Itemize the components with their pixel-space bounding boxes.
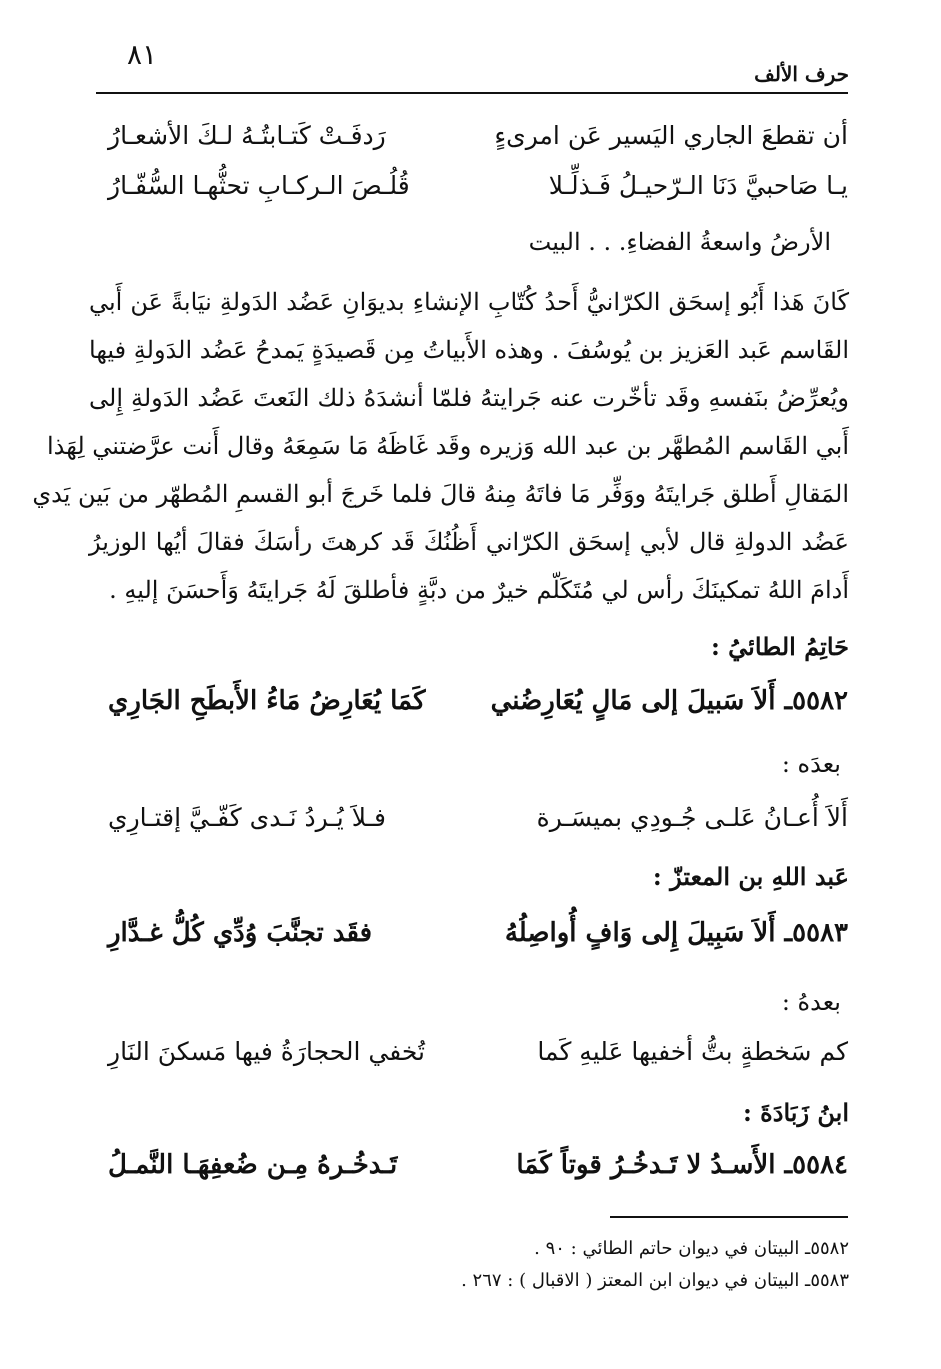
verse-second-hemistich: كَمَا يُعَارِضُ مَاءُ الأَبطَحِ الجَارِي [108, 686, 426, 716]
following-verse [108, 792, 848, 842]
verse-first-hemistich: كم سَخطةٍ بتُّ أخفيها عَليهِ كَما [537, 1036, 848, 1066]
verse-number: ٥٥٨٢ـ [784, 686, 848, 716]
footnote: ٥٥٨٢ـ البيتان في ديوان حاتم الطائي : ٩٠ . [534, 1238, 849, 1259]
numbered-verse-5582 [108, 676, 848, 726]
after-label: بعدهُ : [781, 988, 841, 1016]
poet-name: حَاتِمُ الطائيُ : [710, 632, 849, 661]
poet-name: ابنُ زَبَادَةَ : [742, 1098, 849, 1127]
verse-second-hemistich: فقَد تجنَّبَ وُدِّي كُلُّ غـدَّارِ [108, 918, 373, 948]
following-verse [108, 1026, 848, 1076]
verse-first-hemistich: ٥٥٨٣ـ أَلاَ سَبِيلَ إِلى وَافٍ أُواصِلُهُ [504, 918, 848, 948]
narrative-line: أَدامَ اللهُ تمكينَكَ رأس لي مُتَكَلّم خيرٌ من دبَّةٍ فأطلقَ لَهُ جَرايتَهُ وَأَحسَنَ إليهِ . [109, 576, 849, 604]
opening-verse-2 [108, 160, 848, 210]
verse-first-hemistich: ٥٥٨٢ـ أَلاَ سَبيلَ إلى مَالٍ يُعَارِضُني [490, 686, 848, 716]
page-number: ٨١ [126, 38, 158, 71]
verse-first-hemistich: يـا صَاحبيَّ دَنَا الـرّحيـلُ فَـذلِّـلا [548, 170, 848, 200]
narrative-line: ويُعرِّضُ بنَفسهِ وقَد تأخّرت عنه جَرايتهُ فلمّا أنشدَهُ ذلك النَعتَ عَضُد الدَولةِ إِلى [89, 384, 849, 412]
verse-number: ٥٥٨٣ـ [784, 918, 848, 948]
numbered-verse-5584 [108, 1140, 848, 1190]
narrative-line: القَاسم عَبد العَزيز بن يُوسُفَ . وهذه الأَبياتُ مِن قَصيدَةٍ يَمدحُ عَضُد الدَولةِ فيها [89, 336, 849, 364]
footnote: ٥٥٨٣ـ البيتان في ديوان ابن المعتز ( الاقبال ) : ٢٦٧ . [461, 1270, 849, 1291]
footnote-rule [610, 1216, 848, 1218]
opening-verse-1 [108, 110, 848, 160]
verse-first-hemistich: ٥٥٨٤ـ الأَسـدُ لا تَـدخُـرُ قوتاً كَمَا [516, 1150, 848, 1180]
verse-second-hemistich: تَـدخُـرهُ مِـن ضُعفِهَـا النَّمـلُ [108, 1150, 398, 1180]
verse-second-hemistich: تُخفي الحجارَةُ فيها مَسكنَ النَارِ [108, 1036, 425, 1066]
narrative-line: كَانَ هَذا أَبُو إسحَق الكرّانيُّ أَحدُ كُتّابِ الإنشاءِ بديوَانِ عَضُد الدَولةِ نيَابةً عَن أَبي [89, 288, 849, 316]
verse-number: ٥٥٨٤ـ [784, 1150, 848, 1180]
running-head: حرف الألف [754, 62, 849, 86]
poet-name: عَبد اللهِ بن المعتزّ : [652, 862, 849, 891]
verse-second-hemistich: قُلُـصَ الـركـابِ تحثُّهـا السُّفّـارُ [108, 170, 410, 200]
verse-second-hemistich: رَدفَـتْ كَتـابتُـهُ لـكَ الأشعـارُ [108, 120, 386, 150]
verse-second-hemistich: فـلاَ يُـردُ نَـدى كَفّـيَّ إقتـارِي [108, 802, 386, 832]
verse-first-hemistich: أَلاَ أُعـانُ عَلـى جُـودِي بميسَـرة [536, 802, 848, 832]
narrative-line: المَقالِ أَطلق جَرايتَهُ ووَفِّر مَا فاتَهُ مِنهُ قالَ فلما خَرجَ أبو القسمِ المُطهّر من بَين يَدي [32, 480, 849, 508]
narrative-line: أَبي القَاسم المُطهَّر بن عبد الله وَزيره وقَد غَاظَهُ مَا سَمِعَهُ وقال أَنت عرَّضتني لِهَذا [47, 432, 849, 460]
narrative-line: عَضُد الدولةِ قال لأبي إسحَق الكرّاني أَظُنُكَ قَد كرهتَ رأسَكَ فقالَ أيُها الوزيرُ [89, 528, 849, 556]
header-rule [96, 92, 848, 94]
after-label: بعدَه : [781, 750, 841, 778]
verse-first-hemistich: أن تقطعَ الجاري اليَسير عَن امرىءٍ [494, 120, 848, 150]
numbered-verse-5583 [108, 908, 848, 958]
incipit-line: الأرضُ واسعةُ الفضاءِ. . . البيت [528, 228, 831, 256]
